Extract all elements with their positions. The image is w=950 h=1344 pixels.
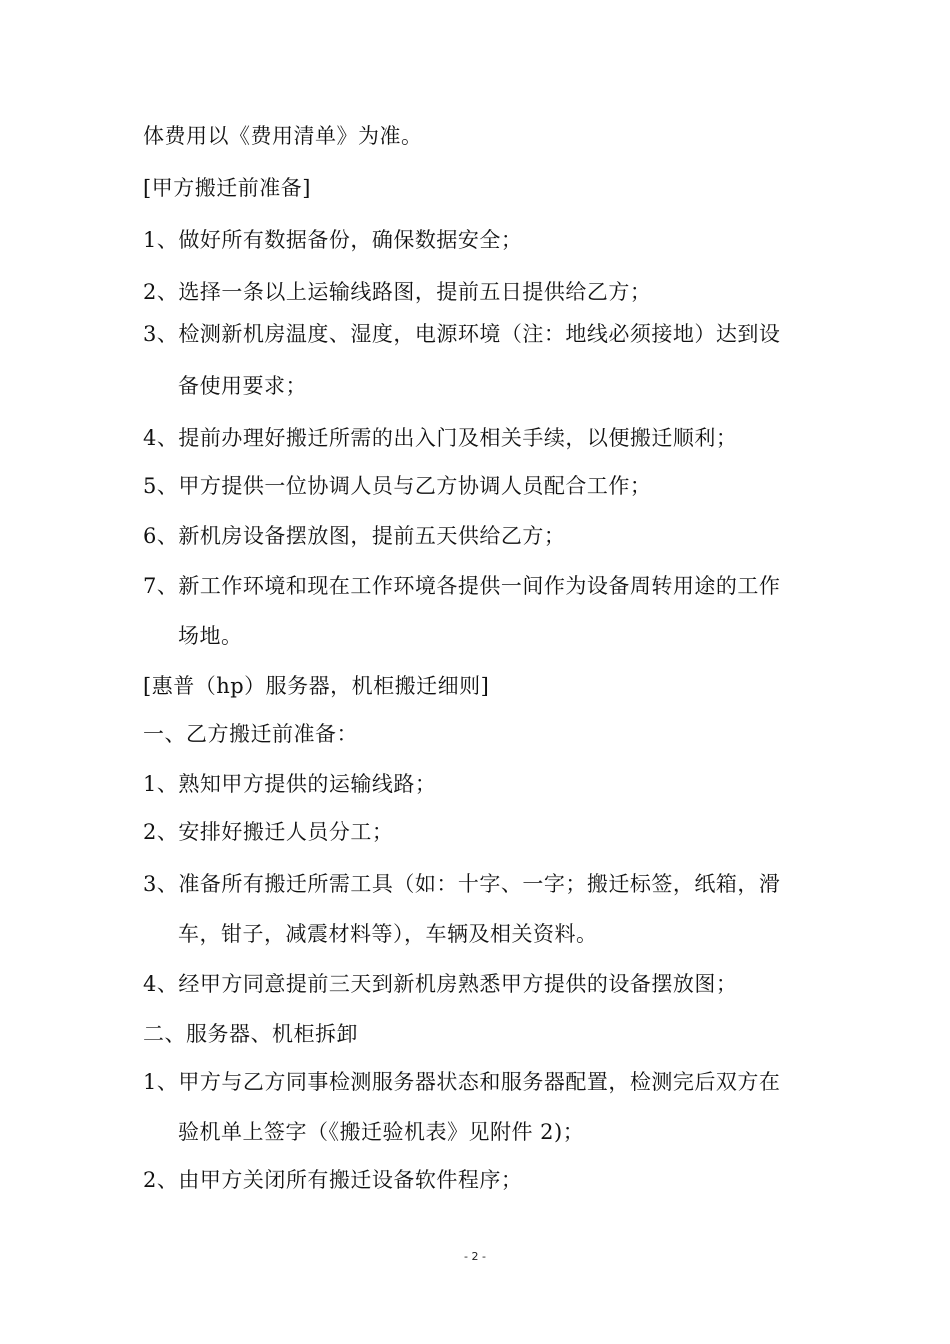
- list-item: 7、新工作环境和现在工作环境各提供一间作为设备周转用途的工作: [143, 574, 781, 598]
- subsection-heading: 二、服务器、机柜拆卸: [143, 1022, 358, 1046]
- list-item: 1、甲方与乙方同事检测服务器状态和服务器配置，检测完后双方在: [143, 1070, 781, 1094]
- section-heading: [惠普（hp）服务器，机柜搬迁细则]: [143, 674, 490, 698]
- list-item: 1、做好所有数据备份，确保数据安全；: [143, 228, 523, 252]
- page-number: - 2 -: [464, 1250, 486, 1263]
- list-item-continuation: 验机单上签字（《搬迁验机表》见附件 2)；: [178, 1120, 585, 1144]
- list-item-continuation: 场地。: [178, 624, 243, 648]
- list-item: 3、检测新机房温度、湿度，电源环境（注：地线必须接地）达到设: [143, 322, 781, 346]
- list-item: 4、提前办理好搬迁所需的出入门及相关手续，以便搬迁顺利；: [143, 426, 738, 450]
- list-item: 5、甲方提供一位协调人员与乙方协调人员配合工作；: [143, 474, 652, 498]
- subsection-heading: 一、乙方搬迁前准备：: [143, 722, 358, 746]
- list-item: 3、准备所有搬迁所需工具（如：十字、一字；搬迁标签，纸箱，滑: [143, 872, 781, 896]
- list-item-continuation: 备使用要求；: [178, 374, 307, 398]
- paragraph-line: 体费用以《费用清单》为准。: [143, 124, 423, 148]
- list-item: 6、新机房设备摆放图，提前五天供给乙方；: [143, 524, 566, 548]
- list-item: 2、选择一条以上运输线路图，提前五日提供给乙方；: [143, 280, 652, 304]
- list-item: 2、由甲方关闭所有搬迁设备软件程序；: [143, 1168, 523, 1192]
- list-item-continuation: 车，钳子，减震材料等），车辆及相关资料。: [178, 922, 598, 946]
- list-item: 2、安排好搬迁人员分工；: [143, 820, 394, 844]
- list-item: 4、经甲方同意提前三天到新机房熟悉甲方提供的设备摆放图；: [143, 972, 738, 996]
- section-heading: [甲方搬迁前准备]: [143, 176, 311, 200]
- list-item: 1、熟知甲方提供的运输线路；: [143, 772, 437, 796]
